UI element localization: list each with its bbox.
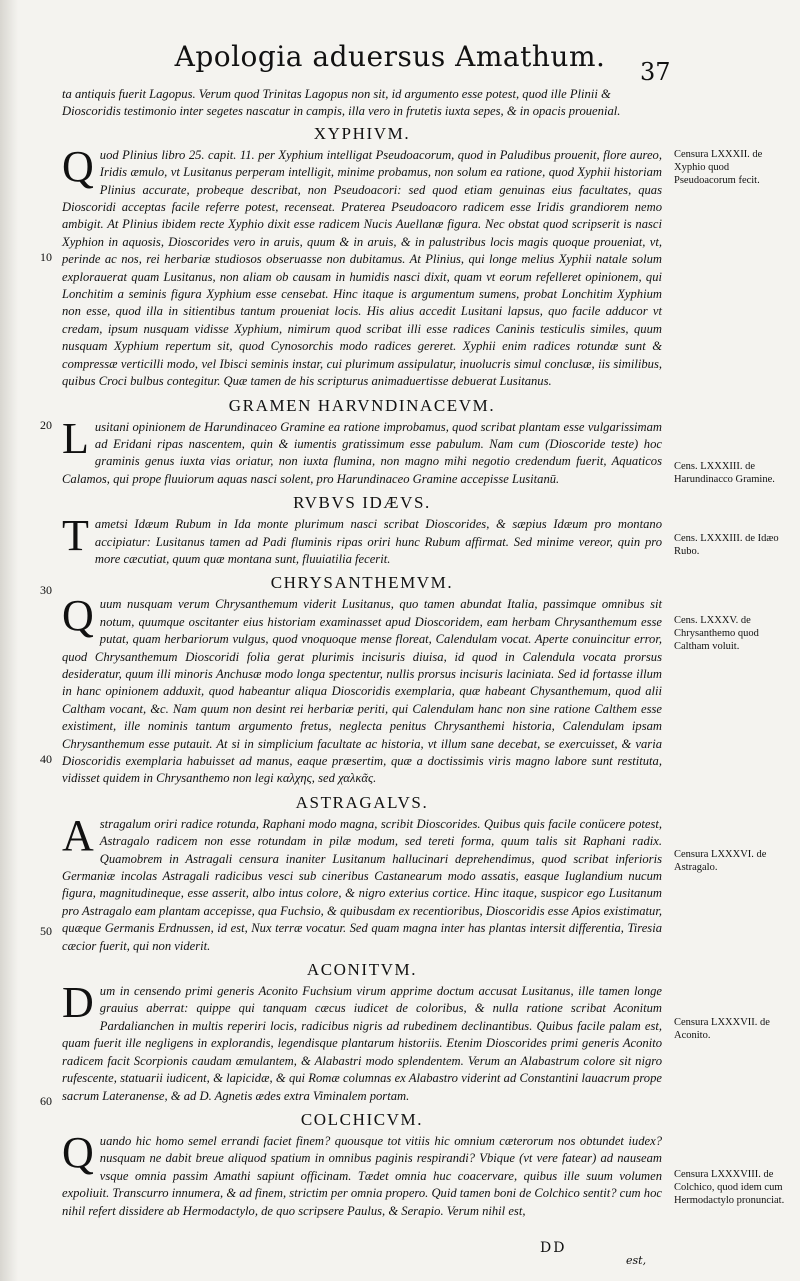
paragraph-text: usitani opinionem de Harundinaceo Gramine ea ratione improbamus, quod scribat plantam esse vulgarissimam ad Eridani ripas nascentem, quin & iumentis gratissimum esse pabulum. Nam cum (Dioscoride teste) hoc graminis genus iuxta vias oriatur, non iuxta flumina, non magno mihi negotio credendum fuerit, Aquaticos Calamos, qui prope fluuiorum aquas nasci solent, pro Harundinaceo Gramine accepisse Lusitanū. [62,419,662,486]
margin-note-censura-87: Censura LXXXVII. de Aconito. [674,1017,770,1041]
signature-mark: DD [540,1240,567,1256]
line-number: 10 [40,250,52,264]
margin-note-censura-86: Censura LXXXVI. de Astragalo. [674,849,767,873]
section-title: COLCHICVM. [300,1109,424,1129]
section-paragraph [62,141,662,391]
section-paragraph [62,591,662,787]
section-title: CHRYSANTHEMVM. [270,573,454,593]
section-title: GRAMEN HARVNDINACEVM. [228,395,496,415]
margin-note-censura-85: Cens. LXXXV. de Chrysanthemo quod Caltham voluit. [674,615,759,652]
section-paragraph [62,978,662,1105]
section-xyphium [62,123,662,391]
section-aconitum [62,959,662,1105]
section-astragalus [62,792,662,955]
section-title: ACONITVM. [306,960,418,980]
section-paragraph [62,810,662,955]
section-chrysanthemum [62,572,662,787]
paragraph-text: uando hic homo semel errandi faciet finem? quousque tot vitiis hic omnium cæterorum nos obtundet iudex? nusquam ne dabit breue aliquod spatium in omnibus paginis respirandi? Vbique (vt vere fatear) ad nauseam vsque omnia passim Amathi sapiunt officinam. Tædet omnia huc coacervare, quibus ille suum volumen expoliuit. Transcurro innumera, & ad finem, strictim per omnia propero. Quid tamen boni de Colchico sentit? cum hoc nihil refert dissidere ab Hermodactylo, de quo scripsere Paulus, & Serapio. Verum nihil est, [62,1133,662,1218]
section-title: XYPHIVM. [313,123,411,143]
drop-initial: L [62,413,89,463]
line-number: 60 [40,1094,52,1108]
section-colchicum [62,1109,662,1220]
drop-initial: Q [62,591,94,641]
paragraph-text: um in censendo primi generis Aconito Fuchsium virum apprime doctum accusat Lusitanus, ille tamen longe grauius aberrat: quippe qui tanquam cæcus iudicet de coloribus, & nulla ratione scribat Aconitum Pardalianchen in multis reperiri locis, radicibus nigris ad rubedinem declinantibus. Quibus facile palam est, quam fuerit ille negligens in explorandis, legendisque plantarum historiis. Etenim Dioscorides primi generis Aconito radicem facit Scorpionis caudam æmulantem, & Alabastri modo splendentem. Verum an Alabastrum colore sit nigro rufescente, statuarii iudicent, & lapicidæ, & qui Romæ columnas ex Alabastro viderint ad Constantini lauacrum prope sacrum Lateranense, & ad D. Agnetis ædes extra Viminalem portam. [62,984,662,1103]
section-gramen [62,395,662,489]
paragraph-text: uum nusquam verum Chrysanthemum viderit Lusitanus, quo tamen abundat Italia, passimque omnibus sit notum, quumque oscitanter eius historiam examinasset apud Dioscoridem, eam herbam Chrysanthemum esse putat, quam herbariorum vulgus, quod vnoquoque mense floreat, Calendulam vocat. Aperte conuincitur error, quod Chrysanthemum Dioscoridi folia gerat plurimis incisuris diuisa, id quod in Calendula vocata prorsus desideratur, quum illi minoris Anchusæ modo longa spectentur, nullis prorsus incisuris laciniata. Sed id fortasse illum in hanc opinionem adduxit, quod habeantur aliqua Dioscoridis exemplaria, quæ habeant Chysanthemum, quod alii Caltham vocant, &c. Nam quum non desint rei herbariæ periti, qui Calendulam hanc non sine ratione Calthem esse existiment, ille nominis tantum argumento fretus, neglecta penitus Chrysanthemi historia, Calendulam ipsam Chrysanthemum esse putauit. At si in simplicium facultate ac historia, vt illum sane decebat, se exercuisset, & varia Dioscoridis exemplaria habuisset ad manus, eaque præsertim, quæ a doctissimis viris magno labore sunt restituta, vidisset quidem in Chrysanthemo non legi καλχης, sed χαλκᾶς. [62,597,662,786]
page-gutter-shadow [0,0,18,1281]
section-paragraph [62,511,662,568]
continuation-text: ta antiquis fuerit Lagopus. Verum quod Trinitas Lagopus non sit, id argumento esse potest, quod ille Plinii & Dioscoridis testimonio inter segetes nascatur in campis, illa vero in frutetis iuxta sepes, & in opacis prouenial. [62,87,621,119]
section-paragraph [62,413,662,489]
drop-initial: D [62,978,94,1028]
folio-number: 37 [640,58,671,86]
section-paragraph [62,1127,662,1220]
drop-initial: A [62,810,94,860]
drop-initial: Q [62,1127,94,1177]
catchword: est, [626,1254,647,1267]
margin-note-censura-83: Cens. LXXXIII. de Harundinacco Gramine. [674,461,775,485]
running-head: Apologia aduersus Amathum. [174,40,606,73]
section-title: RVBVS IDÆVS. [293,493,431,513]
paragraph-text: stragalum oriri radice rotunda, Raphani modo magna, scribit Dioscorides. Quibus quis facile conücere potest, Astragalo radicem non esse rotundam in pilæ modum, sed tereti forma, quum talis sit Raphani radix. Quamobrem in Astragali censura inaniter Lusitanum hallucinari deprehendimus, quod scribat inferioris Germaniæ incolas Astragali radicibus vesci sub cineribus Castanearum modo assatis, easque Iuglandium nucum figura, magnitudineque, esse asserit, albo intus colore, & nigro exterius cortice. Hinc itaque, suspicor ego Lusitanum pro Astragalo eam plantam accepisse, qua Fuchsio, & quibusdam ex recentioribus, Dioscoridis esse Apios existimatur, quæque Germanis Erdnussen, id est, Nux terræ vocatur. Sed quam magna inter has plantas intersit differentia, Tiresia cæcior fuerit, qui non viderit. [62,816,662,953]
section-rubus [62,492,662,568]
drop-initial: T [62,511,89,561]
paragraph-text: uod Plinius libro 25. capit. 11. per Xyphium intelligat Pseudoacorum, quod in Paludibus prouenit, flore aureo, Iridis æmulo, vt Lusitanus perperam intelligit, minime probamus, non solum ea ratione, quod Xyphii historiam Plinius accurate, probeque describat, non Pseudoacori: sed quod etiam genuinas eius facultates, quas Dioscoridi acceptas facile referre potest, recenseat. Praterea Pseudoacoro radicem esse Iridis grandiorem nemo ambigit. At Plinius ibidem recte Xyphio dixit esse radicem Nucis Auellanæ figura. Nec obstat quod scripserit is nasci Xyphion in aquosis, Dioscorides vero in aruis, quum & in aruis, & in palustribus locis magis quoque proueniat, vt, perinde ac nos, rei herbariæ studiosos obseruasse non dubitamus. At Plinius, qui longe melius Xyphii natale solum explorauerat quam Lusitanus, non aliam ob causam in humidis nasci dixit, quam vt eorum refelleret opinionem, qui Lonchitim a seminis figura Xyphium esse censebat. Hinc itaque is argumentum sumens, probat Lonchitim Xyphium non esse, quod illa in sitientibus tantum proueniat locis. His alius accedit Lusitani lapsus, quo facile adducor vt credam, ipsum nusquam vidisse Xyphium, nimirum quod scribat illi esse radices Caninis testiculis similes, quum nusquam Xyphium repertum sit, quod Cynosorchis modo radices gereret. Xyphii enim radices rotundæ sunt & compressæ verticilli modo, vel Ibisci seminis instar, cui plurimum assipulatur, inuolucris simul conclusæ, iis similibus, quibus Croci bulbus contegitur. Quæ tamen de his scripturus animaduertisse debuerat Lusitanus. [62,147,662,389]
line-number: 50 [40,924,52,938]
margin-note-censura-82: Censura LXXXII. de Xyphio quod Pseudoacorum fecit. [674,149,763,186]
section-title: ASTRAGALVS. [295,792,429,812]
margin-note-censura-84: Cens. LXXXIII. de Idæo Rubo. [674,533,779,557]
drop-initial: Q [62,141,94,191]
line-number: 20 [40,418,52,432]
margin-note-censura-88: Censura LXXXVIII. de Colchico, quod idem cum Hermodactylo pronunciat. [674,1169,785,1206]
line-number: 30 [40,583,52,597]
text-block [62,86,662,1224]
paragraph-text: ametsi Idæum Rubum in Ida monte plurimum nasci scribat Dioscorides, & sæpius Idæum pro montano accipiatur: Lusitanus tamen ad Padi fluminis ripas oriri hunc Rubum affirmat. Sed minime vereor, quin pro more cæcutiat, quum quæ montana sunt, fluuiatilia fecerit. [94,517,662,566]
line-number: 40 [40,752,52,766]
